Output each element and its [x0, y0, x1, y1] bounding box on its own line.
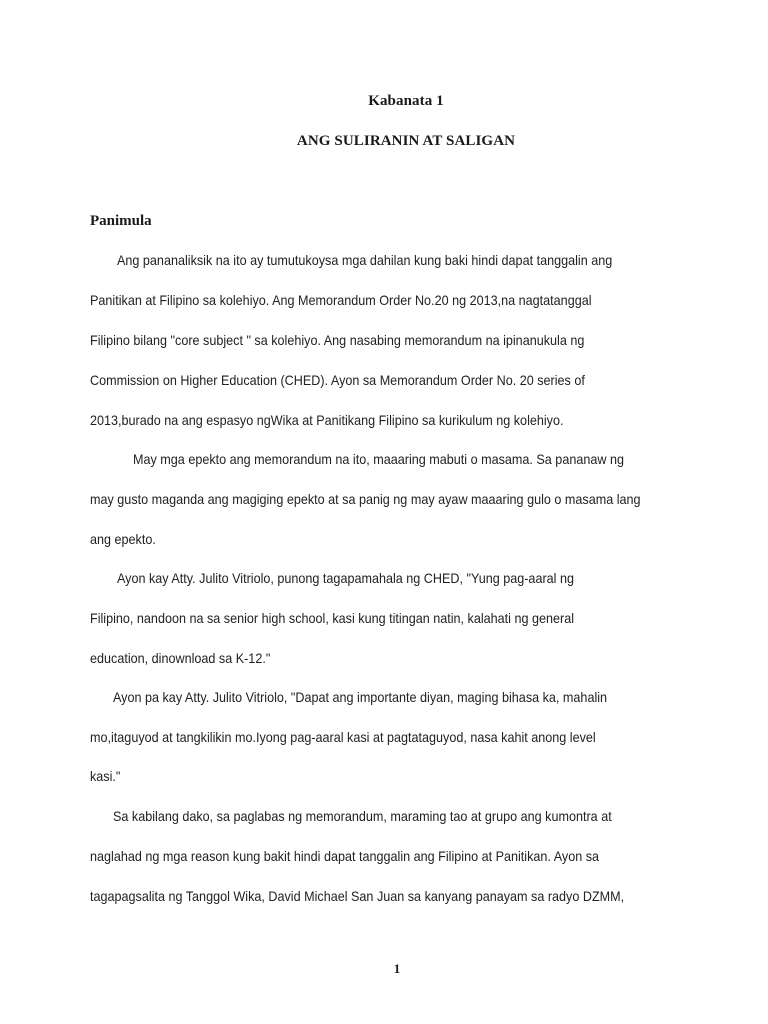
section-heading: Panimula: [90, 213, 152, 229]
page-number: 1: [393, 961, 401, 976]
chapter-label: Kabanata 1: [368, 93, 444, 109]
paragraph-line: tagapagsalita ng Tanggol Wika, David Michael San Juan sa kanyang panayam sa radyo DZMM,: [90, 888, 625, 904]
paragraph-line: education, dinownload sa K-12.": [90, 650, 271, 666]
paragraph-line: naglahad ng mga reason kung bakit hindi dapat tanggalin ang Filipino at Panitikan. Ayon sa: [90, 848, 600, 864]
paragraph-line: mo,itaguyod at tangkilikin mo.Iyong pag-aaral kasi at pagtataguyod, nasa kahit anong level: [90, 729, 596, 745]
paragraph-line: 2013,burado na ang espasyo ngWika at Panitikang Filipino sa kurikulum ng kolehiyo.: [90, 412, 564, 428]
chapter-title: ANG SULIRANIN AT SALIGAN: [296, 133, 516, 149]
paragraph-line: Filipino, nandoon na sa senior high school, kasi kung titingan natin, kalahati ng general: [90, 610, 575, 626]
paragraph-line: Commission on Higher Education (CHED). Ayon sa Memorandum Order No. 20 series of: [90, 372, 585, 388]
paragraph-line: kasi.": [90, 768, 121, 784]
paragraph-line: Filipino bilang "core subject " sa kolehiyo. Ang nasabing memorandum na ipinanukula ng: [90, 332, 585, 348]
paragraph-line: Panitikan at Filipino sa kolehiyo. Ang Memorandum Order No.20 ng 2013,na nagtatanggal: [90, 292, 592, 308]
paragraph-line: Sa kabilang dako, sa paglabas ng memorandum, maraming tao at grupo ang kumontra at: [113, 808, 612, 824]
paragraph-line: May mga epekto ang memorandum na ito, maaaring mabuti o masama. Sa pananaw ng: [133, 451, 624, 467]
paragraph-line: may gusto maganda ang magiging epekto at sa panig ng may ayaw maaaring gulo o masama lang: [90, 491, 641, 507]
paragraph-line: ang epekto.: [90, 531, 156, 547]
paragraph-line: Ayon pa kay Atty. Julito Vitriolo, "Dapat ang importante diyan, maging bihasa ka, mahalin: [113, 689, 608, 705]
paragraph-line: Ang pananaliksik na ito ay tumutukoysa mga dahilan kung baki hindi dapat tanggalin ang: [117, 252, 613, 268]
paragraph-line: Ayon kay Atty. Julito Vitriolo, punong tagapamahala ng CHED, "Yung pag-aaral ng: [117, 570, 574, 586]
